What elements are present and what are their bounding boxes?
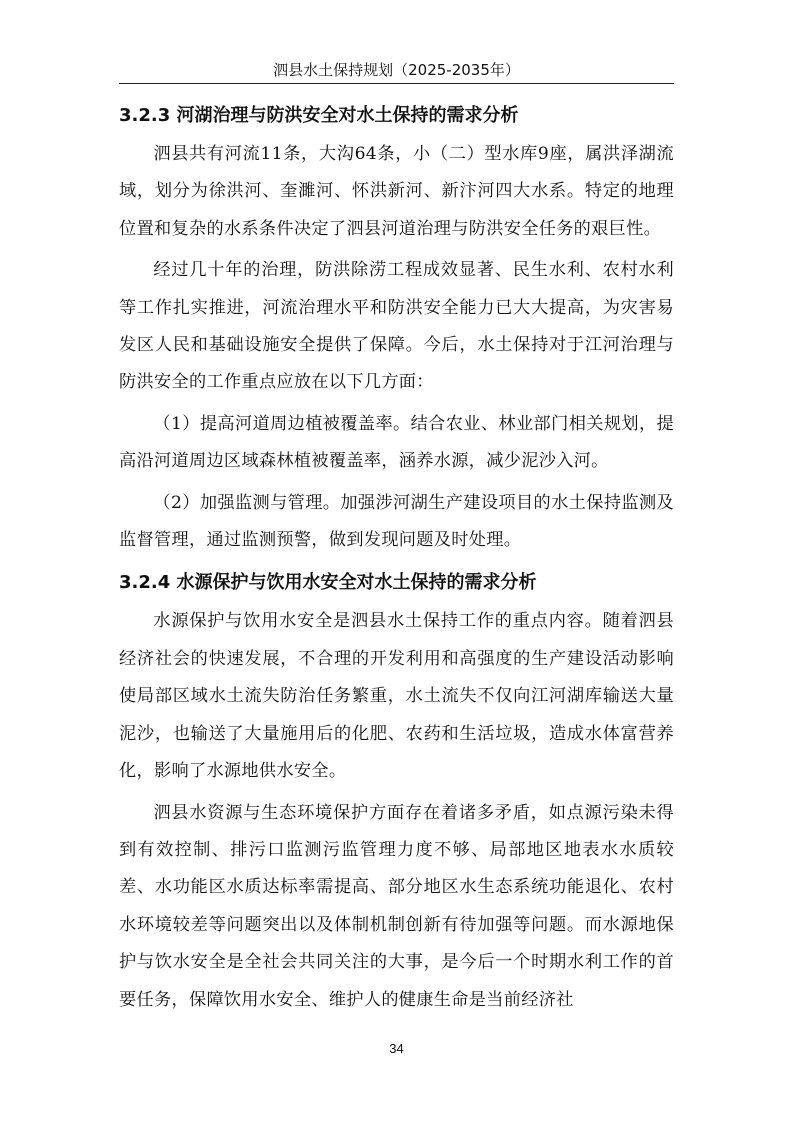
section-heading-3-2-3: 3.2.3 河湖治理与防洪安全对水土保持的需求分析 <box>119 105 519 126</box>
document-body <box>119 96 674 1023</box>
paragraph-item-1: （1）提高河道周边植被覆盖率。结合农业、林业部门相关规划，提高沿河道周边区域森林植被覆盖率，涵养水源，减少泥沙入河。 <box>119 413 674 472</box>
paragraph: 水源保护与饮用水安全是泗县水土保持工作的重点内容。随着泗县经济社会的快速发展，不合理的开发利用和高强度的生产建设活动影响使局部区域水土流失防治任务繁重，水土流失不仅向江河湖库输送大量泥沙，也输送了大量施用后的化肥、农药和生活垃圾，造成水体富营养化，影响了水源地供水安全。 <box>119 611 674 782</box>
page-number: 34 <box>389 1041 404 1056</box>
section-heading-3-2-4: 3.2.4 水源保护与饮用水安全对水土保持的需求分析 <box>119 572 537 594</box>
page-header-title: 泗县水土保持规划（2025-2035年） <box>273 61 520 79</box>
header-divider <box>119 83 674 84</box>
paragraph: 泗县共有河流11条，大沟64条，小（二）型水库9座，属洪泽湖流域，划分为徐洪河、奎濉河、怀洪新河、新汴河四大水系。特定的地理位置和复杂的水系条件决定了泗县河道治理与防洪安全任务的艰巨性。 <box>119 144 674 239</box>
paragraph: 经过几十年的治理，防洪除涝工程成效显著、民生水利、农村水利等工作扎实推进，河流治理水平和防洪安全能力已大大提高，为灾害易发区人民和基础设施安全提供了保障。今后，水土保持对于江河治理与防洪安全的工作重点应放在以下几方面： <box>119 260 674 393</box>
paragraph-item-2: （2）加强监测与管理。加强涉河湖生产建设项目的水土保持监测及监督管理，通过监测预警，做到发现问题及时处理。 <box>119 492 674 551</box>
paragraph: 泗县水资源与生态环境保护方面存在着诸多矛盾，如点源污染未得到有效控制、排污口监测污监管理力度不够、局部地区地表水水质较差、水功能区水质达标率需提高、部分地区水生态系统功能退化、农村水环境较差等问题突出以及体制机制创新有待加强等问题。而水源地保护与饮水安全是全社会共同关注的大事，是今后一个时期水利工作的首要任务，保障饮用水安全、维护人的健康生命是当前经济社 <box>119 802 674 1010</box>
